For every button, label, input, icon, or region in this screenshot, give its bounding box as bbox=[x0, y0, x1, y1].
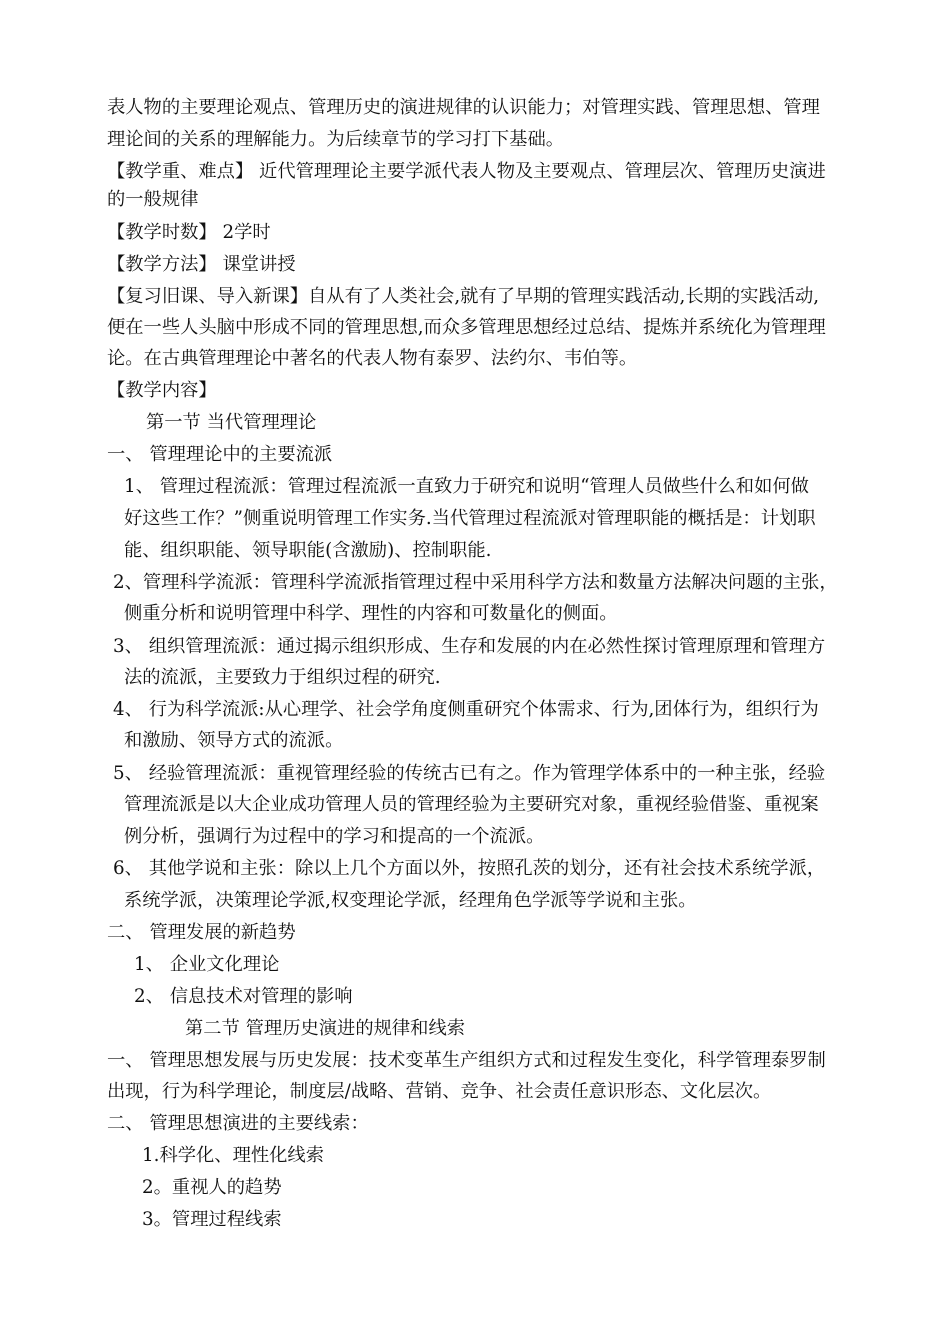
text-line: 例分析，强调行为过程中的学习和提高的一个流派。 bbox=[124, 826, 545, 847]
text-line: 论。在古典管理理论中著名的代表人物有泰罗、法约尔、韦伯等。 bbox=[107, 348, 638, 369]
section-heading: 第二节 管理历史演进的规律和线索 bbox=[185, 1018, 466, 1039]
text-line: 的一般规律 bbox=[107, 189, 199, 210]
text-line: 侧重分析和说明管理中科学、理性的内容和可数量化的侧面。 bbox=[124, 603, 618, 624]
text-line: 能、组织职能、领导职能(含激励)、控制职能. bbox=[124, 540, 492, 561]
text-line: 和激励、领导方式的流派。 bbox=[124, 730, 344, 751]
text-line: 法的流派，主要致力于组织过程的研究. bbox=[124, 667, 441, 688]
text-line: 好这些工作？”侧重说明管理工作实务.当代管理过程流派对管理职能的概括是：计划职 bbox=[124, 508, 816, 529]
text-line: 2、管理科学流派：管理科学流派指管理过程中采用科学方法和数量方法解决问题的主张， bbox=[113, 572, 838, 593]
section-heading: 第一节 当代管理理论 bbox=[146, 412, 317, 433]
text-line: 【教学重、难点】 近代管理理论主要学派代表人物及主要观点、管理层次、管理历史演进 bbox=[107, 161, 826, 182]
text-line: 理论间的关系的理解能力。为后续章节的学习打下基础。 bbox=[107, 129, 565, 150]
text-line: 二、 管理思想演进的主要线索： bbox=[107, 1113, 369, 1134]
text-line: 二、 管理发展的新趋势 bbox=[107, 922, 296, 943]
text-line: 2、 信息技术对管理的影响 bbox=[134, 986, 353, 1007]
text-line: 6、 其他学说和主张：除以上几个方面以外，按照孔茨的划分，还有社会技术系统学派， bbox=[113, 858, 826, 879]
text-line: 3。管理过程线索 bbox=[142, 1209, 282, 1230]
text-line: 出现，行为科学理论，制度层/战略、营销、竞争、社会责任意识形态、文化层次。 bbox=[107, 1081, 772, 1102]
text-line: 【教学时数】 2学时 bbox=[107, 222, 271, 243]
text-line: 【教学内容】 bbox=[107, 380, 217, 401]
text-line: 2。重视人的趋势 bbox=[142, 1177, 282, 1198]
text-line: 便在一些人头脑中形成不同的管理思想,而众多管理思想经过总结、提炼并系统化为管理理 bbox=[107, 317, 826, 338]
text-line: 管理流派是以大企业成功管理人员的管理经验为主要研究对象，重视经验借鉴、重视案 bbox=[124, 794, 819, 815]
text-line: 5、 经验管理流派：重视管理经验的传统古已有之。作为管理学体系中的一种主张，经验 bbox=[113, 763, 826, 784]
text-line: 表人物的主要理论观点、管理历史的演进规律的认识能力；对管理实践、管理思想、管理 bbox=[107, 97, 820, 118]
text-line: 【教学方法】 课堂讲授 bbox=[107, 254, 296, 275]
text-line: 一、 管理思想发展与历史发展：技术变革生产组织方式和过程发生变化，科学管理泰罗制 bbox=[107, 1050, 826, 1071]
text-line: 4、 行为科学流派:从心理学、社会学角度侧重研究个体需求、行为,团体行为，组织行为 bbox=[113, 699, 819, 720]
text-line: 3、 组织管理流派：通过揭示组织形成、生存和发展的内在必然性探讨管理原理和管理方 bbox=[113, 636, 826, 657]
text-line: 【复习旧课、导入新课】自从有了人类社会,就有了早期的管理实践活动,长期的实践活动, bbox=[107, 286, 820, 307]
text-line: 系统学派，决策理论学派,权变理论学派，经理角色学派等学说和主张。 bbox=[124, 890, 697, 911]
text-line: 1.科学化、理性化线索 bbox=[142, 1145, 324, 1166]
text-line: 1、 企业文化理论 bbox=[134, 954, 280, 975]
text-line: 1、 管理过程流派：管理过程流派一直致力于研究和说明“管理人员做些什么和如何做 bbox=[124, 476, 809, 497]
text-line: 一、 管理理论中的主要流派 bbox=[107, 444, 333, 465]
